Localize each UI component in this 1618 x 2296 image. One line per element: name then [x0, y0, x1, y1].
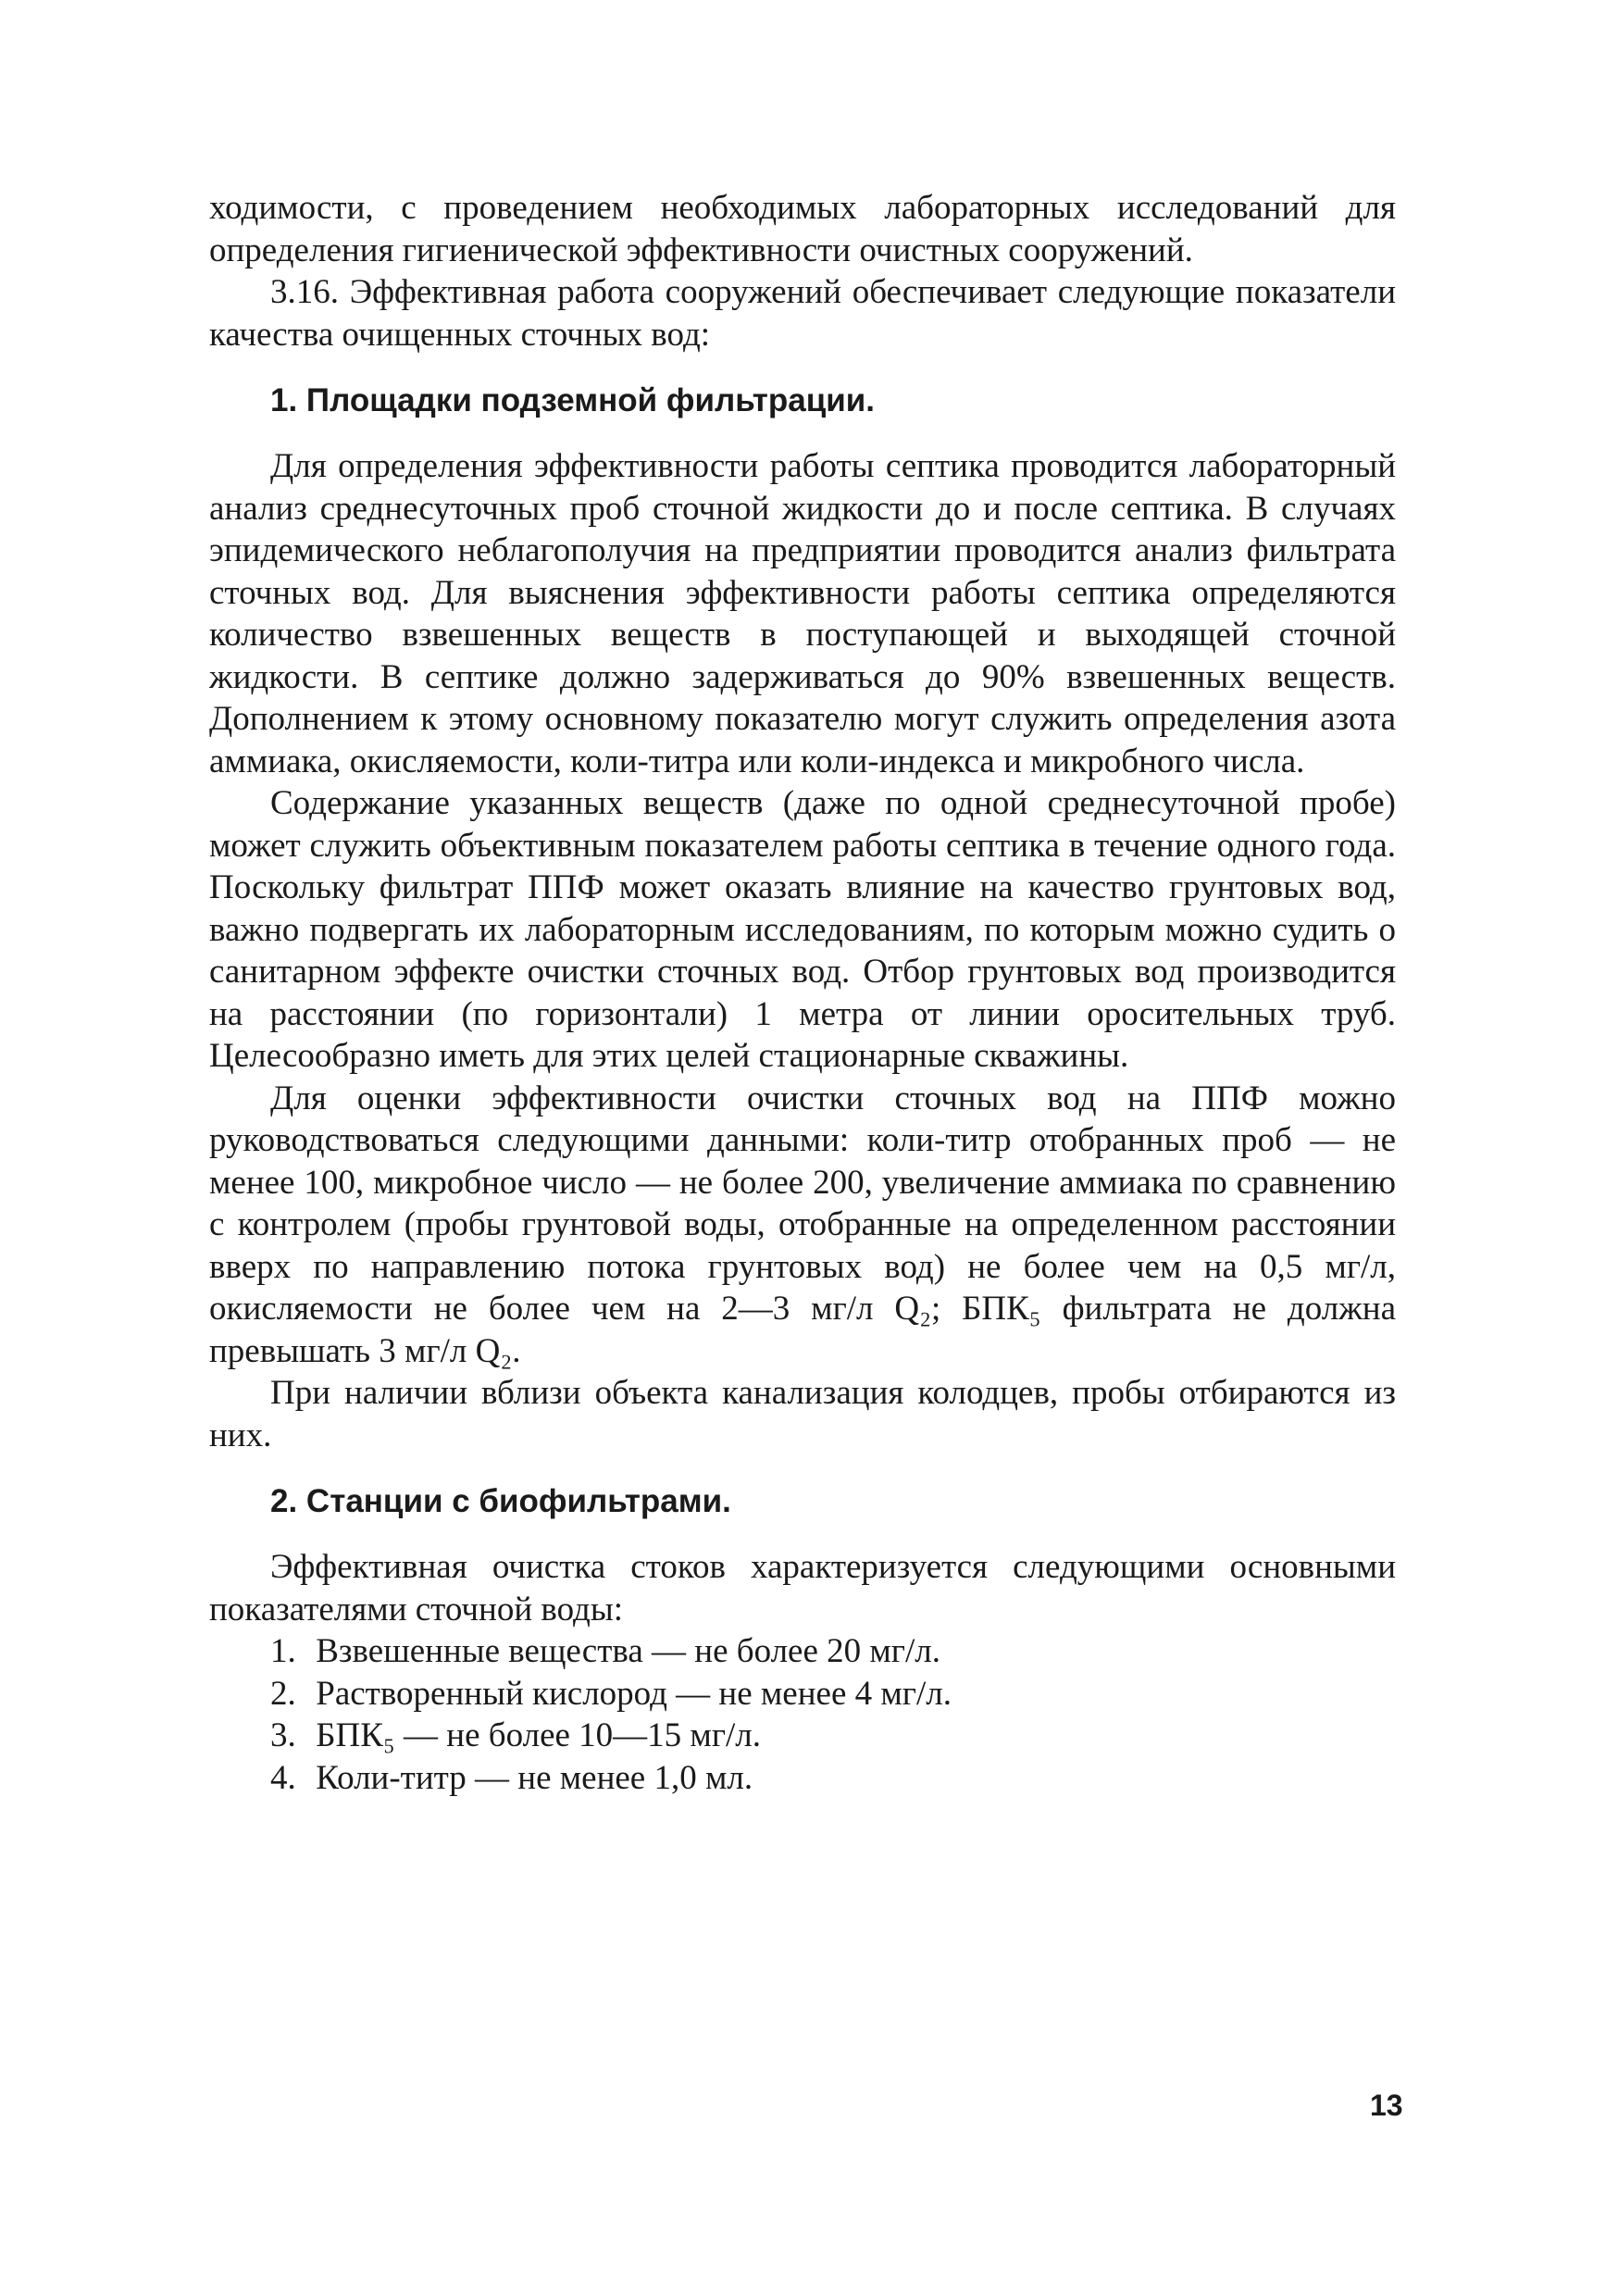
section-heading-biofilter-stations: 2. Станции с биофильтрами.: [270, 1483, 731, 1519]
section2-intro-paragraph: Эффективная очистка стоков характеризуется следующими основными показателями сточной воды:: [209, 1548, 1396, 1628]
list-item-number: 3.: [270, 1716, 296, 1754]
section1-paragraph: При наличии вблизи объекта канализация колодцев, пробы отбираются из них.: [209, 1374, 1396, 1454]
list-item-number: 4.: [270, 1758, 296, 1797]
list-item-text: Растворенный кислород — не менее 4 мг/л.: [316, 1674, 952, 1713]
list-item-text: БПК₅ — не более 10—15 мг/л.: [316, 1716, 761, 1754]
intro-paragraph-continuation: ходимости, с проведением необходимых лабораторных исследований для определения гигиенической эффективности очистных сооружений.: [209, 189, 1396, 269]
section1-paragraph: Содержание указанных веществ (даже по одной среднесуточной пробе) может служить объективным показателем работы септика в течение одного года. Поскольку фильтрат ППФ может оказать влияние на качество грунтовых вод, важно подвергать их лабораторным исследованиям, по которым можно судить о санитарном эффекте очистки сточных вод. Отбор грунтовых вод производится на расстоянии (по горизонтали) 1 метра от линии оросительных труб. Целесообразно иметь для этих целей стационарные скважины.: [209, 784, 1396, 1075]
list-item-text: Коли-титр — не менее 1,0 мл.: [316, 1758, 753, 1797]
indicator-list: [209, 1630, 1396, 1799]
page-number: 13: [1370, 2089, 1403, 2122]
list-item-number: 2.: [270, 1674, 296, 1713]
list-item: [209, 1757, 1396, 1800]
section1-paragraph: Для определения эффективности работы септика проводится лабораторный анализ среднесуточных проб сточной жидкости до и после септика. В случаях эпидемического неблагополучия на предприятии проводится анализ фильтрата сточных вод. Для выяснения эффективности работы септика определяются количество взвешенных веществ в поступающей и выходящей сточной жидкости. В септике должно задерживаться до 90% взвешенных веществ. Дополнением к этому основному показателю могут служить определения азота аммиака, окисляемости, коли-титра или коли-индекса и микробного числа.: [209, 447, 1396, 780]
list-item-text: Взвешенные вещества — не более 20 мг/л.: [316, 1632, 940, 1670]
list-item: [209, 1673, 1396, 1716]
list-item-number: 1.: [270, 1632, 296, 1670]
section1-paragraph: Для оценки эффективности очистки сточных вод на ППФ можно руководствоваться следующими данными: коли-титр отобранных проб — не менее 100, микробное число — не более 200, увеличение аммиака по сравнению с контролем (пробы грунтовой воды, отобранные на определенном расстоянии вверх по направлению потока грунтовых вод) не более чем на 0,5 мг/л, окисляемости не более чем на 2—3 мг/л Q₂; БПК₅ фильтрата не должна превышать 3 мг/л Q₂.: [209, 1079, 1396, 1370]
list-item: [209, 1630, 1396, 1673]
intro-paragraph-3-16: 3.16. Эффективная работа сооружений обеспечивает следующие показатели качества очищенных сточных вод:: [209, 273, 1396, 354]
list-item: [209, 1715, 1396, 1757]
section-heading-underground-filtration: 1. Площадки подземной фильтрации.: [270, 382, 875, 418]
